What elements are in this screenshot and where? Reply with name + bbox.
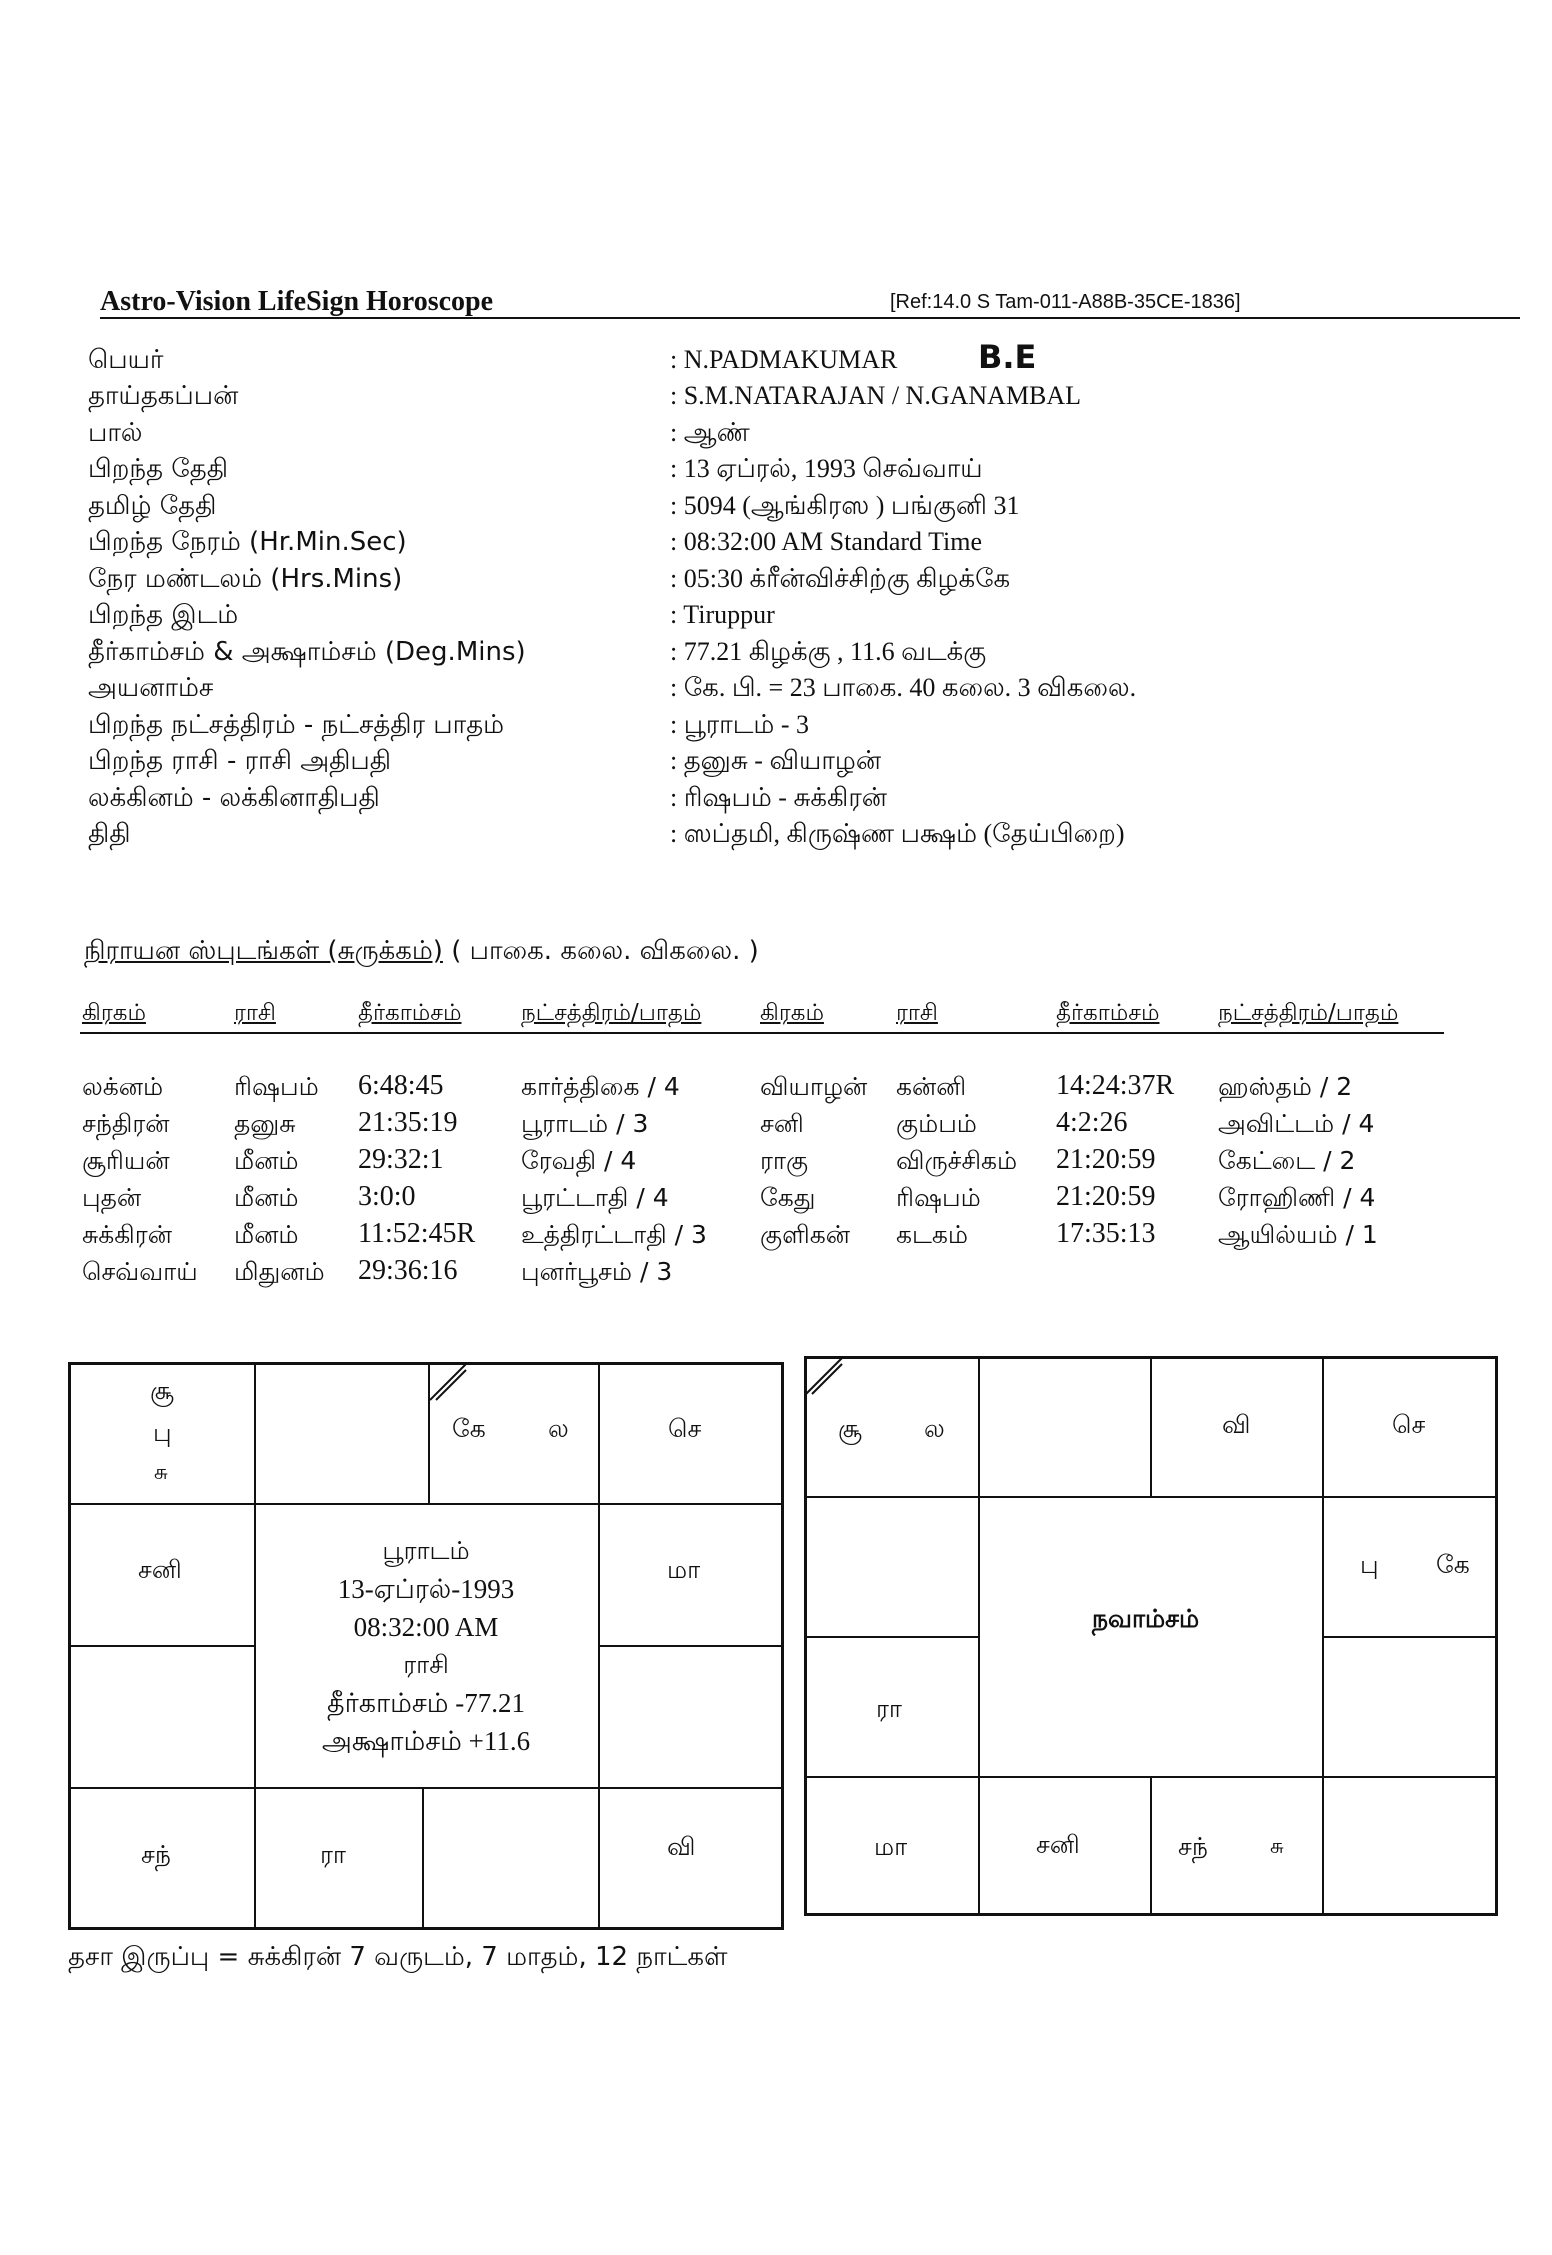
center-longitude: தீர்காம்சம் -77.21 [327,1688,525,1718]
table-cell: 14:24:37R [1056,1070,1175,1101]
navamsa-cell-3-planet: வி [1222,1410,1251,1439]
table-cell: சனி [760,1109,804,1138]
table-cell: ராகு [760,1146,809,1175]
center-star: பூராடம் [382,1536,470,1565]
detail-label: தமிழ் தேதி [88,491,217,521]
col-header-star: நட்சத்திரம்/பாதம் [1218,1000,1399,1026]
table-cell: கேது [760,1183,816,1212]
detail-value: : 77.21 கிழக்கு , 11.6 வடக்கு [670,637,987,666]
table-cell: குளிகன் [760,1220,850,1249]
navamsa-cell-1-planet: ல [924,1414,945,1443]
col-header-rasi: ராசி [234,1000,276,1026]
detail-value: : N.PADMAKUMAR [670,345,898,374]
rasi-center-info [256,1532,596,1760]
table-cell: கும்பம் [896,1109,977,1138]
positions-title [84,936,759,969]
navamsa-cell-8-planet: கே [1436,1550,1470,1579]
header-divider [100,317,1520,319]
navamsa-cell-9-planet: ரா [876,1694,902,1723]
table-cell: புனர்பூசம் / 3 [521,1257,673,1286]
detail-label: தீர்காம்சம் & அக்ஷாம்சம் (Deg.Mins) [88,637,526,667]
chart-grid-line [1322,1356,1324,1916]
report-reference: [Ref:14.0 S Tam-011-A88B-35CE-1836] [890,291,1241,313]
detail-value: : தனுசு - வியாழன் [670,746,882,775]
report-title: Astro-Vision LifeSign Horoscope [100,286,494,317]
detail-label: பிறந்த நேரம் (Hr.Min.Sec) [88,527,407,557]
rasi-cell-3-planet: ல [548,1414,569,1443]
detail-value: : 5094 (ஆங்கிரஸ ) பங்குனி 31 [670,491,1020,520]
detail-value: : ஆண் [670,418,750,447]
table-cell: புதன் [82,1183,142,1212]
rasi-cell-15-planet: வி [667,1832,696,1861]
positions-title-units: ( பாகை. கலை. விகலை. ) [451,936,759,966]
center-time: 08:32:00 AM [353,1612,499,1642]
rasi-cell-13-planet: ரா [320,1840,346,1869]
detail-value: : பூராடம் - 3 [670,710,810,739]
table-cell: கடகம் [896,1220,968,1249]
table-cell: பூரட்டாதி / 4 [521,1183,669,1212]
table-cell: கேட்டை / 2 [1218,1146,1356,1175]
detail-label: அயனாம்ச [88,673,214,703]
table-cell: 29:32:1 [358,1144,444,1175]
navamsa-center-label: நவாம்சம் [1092,1604,1200,1633]
table-cell: 29:36:16 [358,1255,458,1286]
chart-grid-line [1322,1636,1498,1638]
table-cell: ரோஹிணி / 4 [1218,1183,1376,1212]
chart-grid-line [422,1787,424,1930]
col-header-planet: கிரகம் [760,1000,824,1026]
table-cell: தனுசு [234,1109,296,1138]
chart-grid-line [598,1362,600,1930]
diagonal-mark-icon [428,1362,468,1402]
rasi-cell-5-planet: சனி [138,1555,182,1584]
table-cell: ஹஸ்தம் / 2 [1218,1072,1353,1101]
chart-grid-line [1150,1356,1152,1496]
diagonal-mark-icon [804,1356,844,1396]
col-header-planet: கிரகம் [82,1000,146,1026]
navamsa-cell-14-planet: சந் [1178,1832,1208,1861]
navamsa-cell-1-planet: சூ [838,1414,862,1443]
rasi-cell-1-planet: சூ [150,1376,174,1405]
table-cell: லக்னம் [82,1072,164,1101]
table-cell: 21:20:59 [1056,1181,1156,1212]
detail-value: : 05:30 க்ரீன்விச்சிற்கு கிழக்கே [670,564,1011,593]
rasi-cell-1-planet: சு [154,1460,168,1484]
chart-grid-line [598,1645,784,1647]
detail-value: : ஸப்தமி, கிருஷ்ண பக்ஷம் (தேய்பிறை) [670,819,1125,848]
chart-grid-line [68,1645,254,1647]
rasi-cell-8-planet: மா [667,1555,701,1584]
chart-grid-line [1150,1776,1152,1916]
detail-label: பிறந்த ராசி - ராசி அதிபதி [88,746,392,776]
positions-title-main: நிராயன ஸ்புடங்கள் (சுருக்கம்) [84,936,443,966]
navamsa-cell-4-planet: செ [1392,1410,1426,1439]
rasi-cell-1-planet: பு [153,1418,172,1447]
center-latitude: அக்ஷாம்சம் +11.6 [321,1726,531,1756]
detail-label: பிறந்த நட்சத்திரம் - நட்சத்திர பாதம் [88,710,505,740]
table-cell: வியாழன் [760,1072,868,1101]
table-cell: 4:2:26 [1056,1107,1128,1138]
table-cell: செவ்வாய் [82,1257,198,1286]
navamsa-cell-12-planet: மா [874,1832,908,1861]
table-cell: ஆயில்யம் / 1 [1218,1220,1378,1249]
detail-label: பெயர் [88,345,164,375]
center-date: 13-ஏப்ரல்-1993 [337,1574,515,1604]
table-cell: மீனம் [234,1183,299,1212]
table-cell: ரிஷபம் [896,1183,981,1212]
detail-label: பிறந்த தேதி [88,454,228,484]
col-header-rasi: ராசி [896,1000,938,1026]
rasi-cell-12-planet: சந் [141,1840,171,1869]
col-header-longitude: தீர்காம்சம் [358,1000,462,1026]
detail-label: தாய்தகப்பன் [88,381,239,411]
dasa-balance: தசா இருப்பு = சுக்கிரன் 7 வருடம், 7 மாதம், 12 நாட்கள் [68,1942,728,1972]
table-cell: விருச்சிகம் [896,1146,1018,1175]
table-cell: 21:35:19 [358,1107,458,1138]
navamsa-cell-13-planet: சனி [1036,1830,1080,1859]
detail-value: : 08:32:00 AM Standard Time [670,527,983,556]
table-cell: கார்த்திகை / 4 [521,1072,680,1101]
detail-value: : 13 ஏப்ரல், 1993 செவ்வாய் [670,454,983,483]
detail-label: நேர மண்டலம் (Hrs.Mins) [88,564,403,594]
table-cell: 3:0:0 [358,1181,416,1212]
rasi-cell-3-planet: கே [452,1414,486,1443]
col-header-star: நட்சத்திரம்/பாதம் [521,1000,702,1026]
table-cell: சந்திரன் [82,1109,170,1138]
table-cell: கன்னி [896,1072,967,1101]
table-cell: மிதுனம் [234,1257,325,1286]
navamsa-cell-8-planet: பு [1360,1550,1379,1579]
detail-label: பிறந்த இடம் [88,600,239,630]
table-cell: உத்திரட்டாதி / 3 [521,1220,707,1249]
table-cell: 21:20:59 [1056,1144,1156,1175]
chart-grid-line [804,1636,978,1638]
table-cell: ரிஷபம் [234,1072,319,1101]
navamsa-cell-14-planet: சு [1270,1834,1284,1858]
detail-label: திதி [88,819,131,849]
table-cell: சுக்கிரன் [82,1220,172,1249]
detail-value: : கே. பி. = 23 பாகை. 40 கலை. 3 விகலை. [670,673,1137,702]
table-cell: 11:52:45R [358,1218,476,1249]
table-cell: மீனம் [234,1146,299,1175]
chart-grid-line [68,1787,784,1789]
table-cell: சூரியன் [82,1146,170,1175]
table-cell: 6:48:45 [358,1070,444,1101]
table-cell: அவிட்டம் / 4 [1218,1109,1375,1138]
table-cell: ரேவதி / 4 [521,1146,637,1175]
table-cell: பூராடம் / 3 [521,1109,649,1138]
detail-value: : Tiruppur [670,600,775,629]
detail-label: பால் [88,418,143,448]
detail-value: : S.M.NATARAJAN / N.GANAMBAL [670,381,1082,410]
header-rule [80,1032,1444,1034]
rasi-cell-4-planet: செ [668,1414,702,1443]
detail-label: லக்கினம் - லக்கினாதிபதி [88,783,380,813]
detail-value: : ரிஷபம் - சுக்கிரன் [670,783,888,812]
table-cell: 17:35:13 [1056,1218,1156,1249]
center-chart-name: ராசி [403,1650,449,1679]
table-cell: மீனம் [234,1220,299,1249]
handwritten-note: B.E [978,338,1037,376]
col-header-longitude: தீர்காம்சம் [1056,1000,1160,1026]
